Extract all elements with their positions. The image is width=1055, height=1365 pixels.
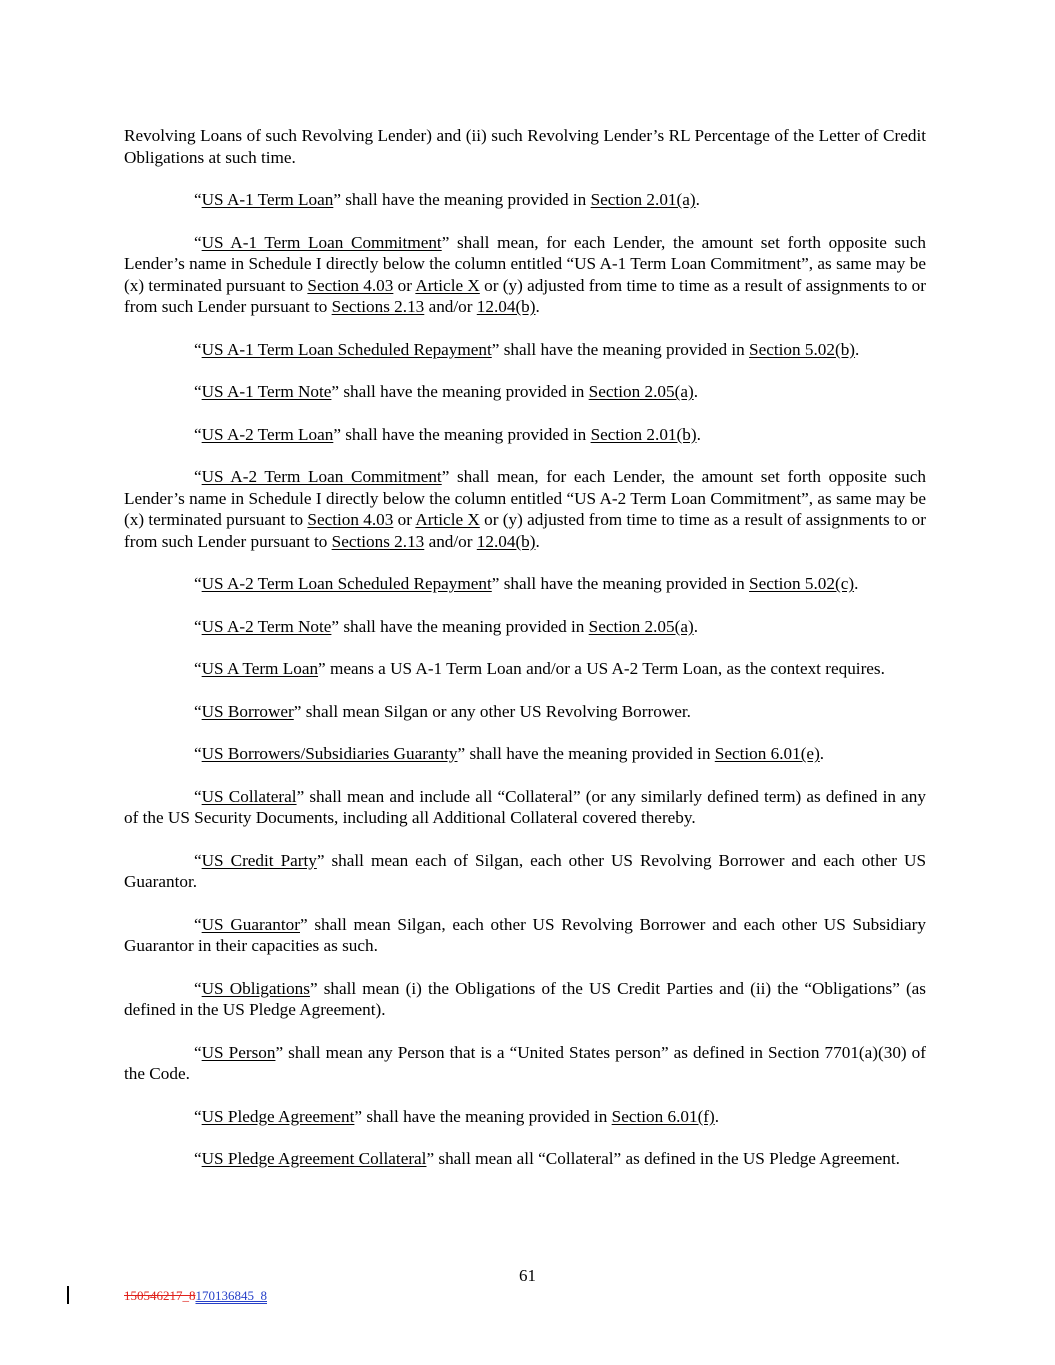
defined-term: US Obligations (201, 978, 310, 998)
text-run: . (535, 297, 540, 316)
text-run: ” shall have the meaning provided in (354, 1106, 612, 1126)
text-run: “ (194, 190, 202, 209)
cross-reference: Sections 2.13 (331, 297, 425, 316)
text-run: . (535, 531, 540, 551)
cross-reference: Section 4.03 (307, 275, 394, 295)
cross-reference: 12.04(b) (476, 297, 536, 316)
definition-paragraph (124, 616, 926, 638)
text-run: ” means a US A-1 Term Loan and/or a US A-2 Term Loan, as the context requires. (318, 659, 885, 678)
definition-paragraph (124, 339, 926, 361)
text-run: ” shall mean, for each Lender, the amount set forth opposite such Lender’s name in Schedule I directly below the column entitled “US A-2 Term Loan Commitment”, as same may be (x) terminated pursuant to (124, 467, 926, 529)
text-run: “ (194, 914, 202, 934)
text-run: ” shall have the meaning provided in (333, 424, 591, 444)
defined-term: US Credit Party (201, 850, 317, 870)
definition-paragraph (124, 914, 926, 957)
text-run: . (854, 574, 859, 593)
definition-paragraph (124, 232, 926, 318)
text-run: “ (194, 467, 202, 486)
defined-term: US Guarantor (201, 914, 300, 934)
definition-paragraph (124, 466, 926, 552)
text-run: ” shall mean, for each Lender, the amount set forth opposite such Lender’s name in Schedule I directly below the column entitled “US A-1 Term Loan Commitment”, as same may be (x) terminated pursuant to (124, 232, 926, 295)
defined-term: US Borrower (201, 701, 294, 721)
text-run: “ (194, 574, 202, 593)
deleted-document-id: 150546217_8 (124, 1288, 196, 1303)
definition-paragraph (124, 850, 926, 893)
text-run: “ (194, 744, 202, 763)
text-run: and/or (424, 297, 477, 316)
cross-reference: Section 6.01(e) (714, 744, 820, 763)
text-run: or (393, 510, 416, 529)
definition-paragraph (124, 743, 926, 765)
text-run: ” shall mean any Person that is a “United States person” as defined in Section 7701(a)(30) of the Code. (124, 1042, 927, 1083)
continued-paragraph (124, 125, 926, 168)
defined-term: US A-2 Term Loan Scheduled Repayment (201, 574, 492, 593)
text-run: . (819, 744, 825, 763)
text-run: or (y) adjusted from time to time as a result of assignments to or from such Lender pursuant to (124, 275, 927, 316)
text-run: “ (194, 424, 202, 444)
definition-paragraph (124, 189, 926, 211)
text-run: Revolving Loans of such Revolving Lender) and (ii) such Revolving Lender’s RL Percentage of the Letter of Credit Obligations at such time. (124, 126, 926, 167)
defined-term: US A-1 Term Loan (201, 190, 334, 209)
defined-term: US A-1 Term Note (201, 382, 332, 401)
text-run: “ (194, 1042, 202, 1062)
text-run: ” shall have the meaning provided in (491, 339, 750, 359)
definition-paragraph (124, 658, 926, 680)
text-run: ” shall have the meaning provided in (331, 382, 589, 401)
text-run: “ (194, 786, 202, 806)
text-run: “ (194, 1149, 202, 1168)
defined-term: US Pledge Agreement (201, 1106, 355, 1126)
text-run: ” shall mean each of Silgan, each other US Revolving Borrower and each other US Guarantor. (124, 850, 926, 891)
text-run: ” shall have the meaning provided in (491, 574, 750, 593)
defined-term: US A-1 Term Loan Scheduled Repayment (201, 339, 492, 359)
defined-term: US Collateral (201, 786, 297, 806)
definition-paragraph (124, 1042, 926, 1085)
definition-paragraph (124, 381, 926, 403)
text-run: . (693, 616, 698, 636)
text-run: “ (194, 850, 202, 870)
page-number: 61 (519, 1266, 536, 1285)
text-run: “ (194, 339, 202, 359)
defined-term: US Pledge Agreement Collateral (201, 1149, 427, 1168)
definition-paragraph (124, 1106, 926, 1128)
cross-reference: Section 6.01(f) (611, 1106, 715, 1126)
cross-reference: 12.04(b) (476, 531, 536, 551)
cross-reference: Section 5.02(b) (749, 339, 856, 359)
cross-reference: Article X (415, 510, 480, 529)
cross-reference: Section 5.02(c) (749, 574, 855, 593)
defined-term: US A-1 Term Loan Commitment (201, 232, 442, 252)
text-run: “ (194, 616, 202, 636)
text-run: ” shall mean and include all “Collateral” (or any similarly defined term) as defined in any of the US Security Documents, including all Additional Collateral covered thereby. (124, 786, 926, 827)
text-run: . (695, 190, 700, 209)
cross-reference: Article X (415, 275, 480, 295)
defined-term: US A-2 Term Loan (201, 424, 334, 444)
cross-reference: Section 2.01(b) (590, 424, 697, 444)
text-run: “ (194, 978, 202, 998)
text-run: . (714, 1106, 720, 1126)
text-run: “ (194, 232, 202, 252)
cross-reference: Section 2.01(a) (590, 190, 696, 209)
definition-paragraph (124, 573, 926, 595)
inserted-document-id: 170136845_8 (195, 1288, 267, 1303)
text-run: and/or (424, 531, 477, 551)
text-run: “ (194, 701, 202, 721)
defined-term: US A-2 Term Loan Commitment (201, 467, 442, 486)
text-run: “ (194, 659, 202, 678)
cross-reference: Section 4.03 (307, 510, 394, 529)
text-run: ” shall mean Silgan or any other US Revolving Borrower. (293, 701, 691, 721)
document-body (124, 125, 926, 1170)
defined-term: US A Term Loan (201, 659, 319, 678)
text-run: . (855, 339, 860, 359)
cross-reference: Sections 2.13 (331, 531, 425, 551)
text-run: . (696, 424, 701, 444)
text-run: or (y) adjusted from time to time as a result of assignments to or from such Lender pursuant to (124, 510, 927, 551)
text-run: ” shall mean Silgan, each other US Revolving Borrower and each other US Subsidiary Guarantor in their capacities as such. (124, 914, 926, 955)
definition-paragraph (124, 1148, 926, 1170)
text-run: ” shall have the meaning provided in (457, 744, 715, 763)
document-id-footer (124, 1288, 267, 1304)
definition-paragraph (124, 978, 926, 1021)
cross-reference: Section 2.05(a) (588, 382, 694, 401)
definition-paragraph (124, 701, 926, 723)
text-run: or (393, 275, 416, 295)
text-run: ” shall have the meaning provided in (331, 616, 589, 636)
text-run: “ (194, 382, 202, 401)
text-run: . (693, 382, 698, 401)
text-run: ” shall have the meaning provided in (333, 190, 591, 209)
defined-term: US Person (201, 1042, 276, 1062)
defined-term: US Borrowers/Subsidiaries Guaranty (201, 744, 458, 763)
defined-term: US A-2 Term Note (201, 616, 332, 636)
text-run: “ (194, 1106, 202, 1126)
text-run: ” shall mean (i) the Obligations of the US Credit Parties and (ii) the “Obligations” (as defined in the US Pledge Agreement). (124, 978, 926, 1019)
text-run: ” shall mean all “Collateral” as defined in the US Pledge Agreement. (426, 1149, 900, 1168)
definition-paragraph (124, 786, 926, 829)
cross-reference: Section 2.05(a) (588, 616, 694, 636)
definition-paragraph (124, 424, 926, 446)
change-bar (67, 1286, 69, 1304)
